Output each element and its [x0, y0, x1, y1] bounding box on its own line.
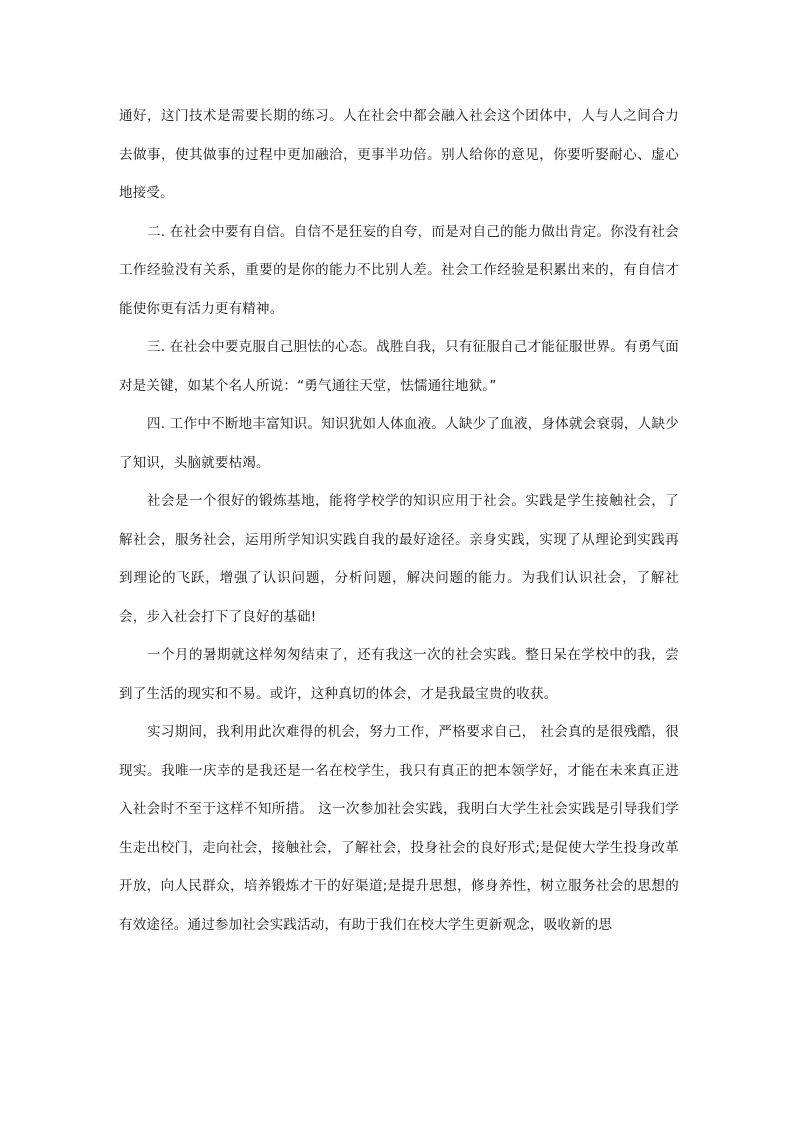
paragraph: 社会是一个很好的锻炼基地，能将学校学的知识应用于社会。实践是学生接触社会，了解社会，服务社会，运用所学知识实践自我的最好途径。亲身实践，实现了从理论到实践再到理论的飞跃，增强了认识问题，分析问题，解决问题的能力。为我们认识社会，了解社会，步入社会打下了良好的基础!: [119, 493, 679, 625]
paragraph: 实习期间，我利用此次难得的机会，努力工作，严格要求自己， 社会真的是很残酷，很现实。我唯一庆幸的是我还是一名在校学生，我只有真正的把本领学好，才能在未来真正进入社会时不至于这样不知所措。 这一次参加社会实践，我明白大学生社会实践是引导我们学生走出校门，走向社会，接触社会，了解社会，投身社会的良好形式;是促使大学生投身改革开放，向人民群众，培养锻炼才干的好渠道;是提升思想，修身养性，树立服务社会的思想的有效途径。通过参加社会实践活动，有助于我们在校大学生更新观念，吸收新的思: [119, 724, 679, 933]
paragraph: 三. 在社会中要克服自己胆怯的心态。战胜自我，只有征服自己才能征服世界。有勇气面对是关键，如某个名人所说：“勇气通往天堂，怯懦通往地狱。”: [119, 339, 679, 394]
paragraph: 二. 在社会中要有自信。自信不是狂妄的自夸，而是对自己的能力做出肯定。你没有社会工作经验没有关系，重要的是你的能力不比别人差。社会工作经验是积累出来的，有自信才能使你更有活力更有精神。: [119, 223, 679, 317]
paragraph: 通好，这门技术是需要长期的练习。人在社会中都会融入社会这个团体中，人与人之间合力去做事，使其做事的过程中更加融洽，更事半功倍。别人给你的意见，你要听娶耐心、虚心地接受。: [119, 108, 679, 201]
document-body: [119, 97, 679, 944]
paragraph: 四. 工作中不断地丰富知识。知识犹如人体血液。人缺少了血液，身体就会衰弱，人缺少了知识，头脑就要枯竭。: [119, 416, 679, 471]
paragraph: 一个月的暑期就这样匆匆结束了，还有我这一次的社会实践。整日呆在学校中的我，尝到了生活的现实和不易。或许，这种真切的体会，才是我最宝贵的收获。: [119, 647, 679, 702]
